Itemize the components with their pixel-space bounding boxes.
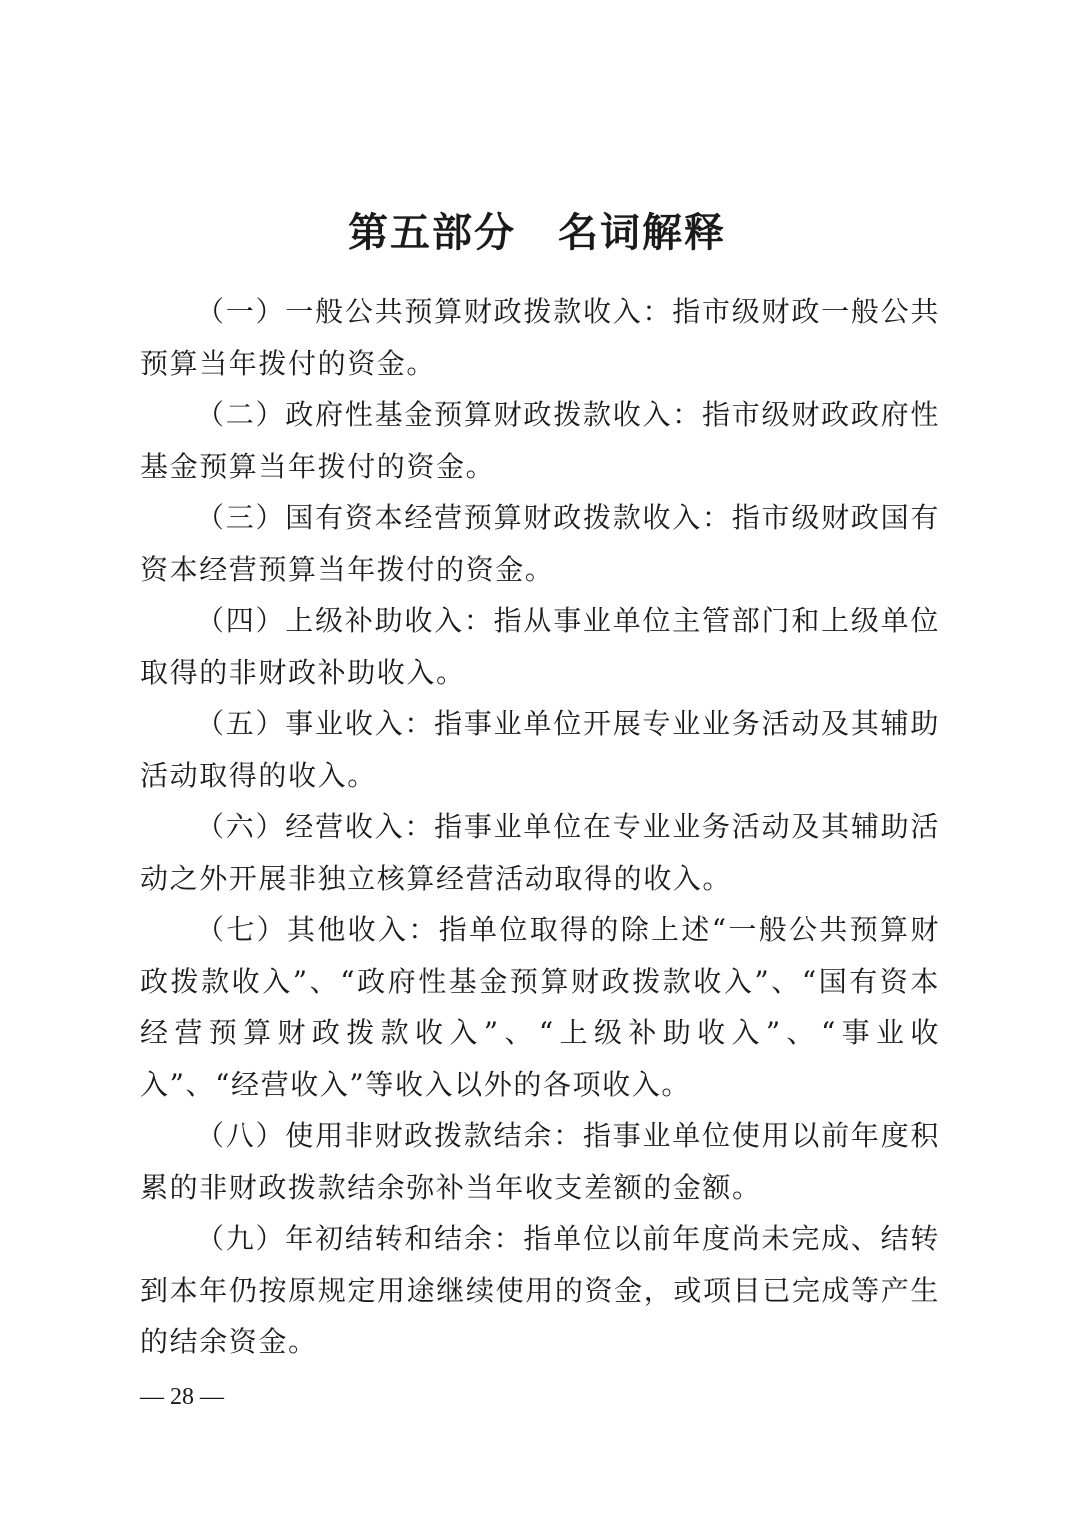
definition-paragraph-9: （九）年初结转和结余：指单位以前年度尚未完成、结转到本年仍按原规定用途继续使用的资金，或项目已完成等产生的结余资金。	[140, 1222, 940, 1358]
definition-paragraph-6: （六）经营收入：指事业单位在专业业务活动及其辅助活动之外开展非独立核算经营活动取得的收入。	[140, 810, 940, 895]
definition-paragraph-1: （一）一般公共预算财政拨款收入：指市级财政一般公共预算当年拨付的资金。	[140, 295, 940, 380]
definitions-list	[140, 286, 940, 1368]
page-number: — 28 —	[140, 1384, 224, 1410]
definition-paragraph-5: （五）事业收入：指事业单位开展专业业务活动及其辅助活动取得的收入。	[140, 707, 940, 792]
definition-paragraph-8: （八）使用非财政拨款结余：指事业单位使用以前年度积累的非财政拨款结余弥补当年收支差额的金额。	[140, 1119, 940, 1204]
definition-paragraph-7: （七）其他收入：指单位取得的除上述“一般公共预算财政拨款收入”、“政府性基金预算财政拨款收入”、“国有资本经营预算财政拨款收入”、“上级补助收入”、“事业收入”、“经营收入”等收入以外的各项收入。	[140, 913, 940, 1101]
page-title: 第五部分 名词解释	[348, 208, 726, 256]
definition-paragraph-4: （四）上级补助收入：指从事业单位主管部门和上级单位取得的非财政补助收入。	[140, 604, 940, 689]
definition-paragraph-3: （三）国有资本经营预算财政拨款收入：指市级财政国有资本经营预算当年拨付的资金。	[140, 501, 940, 586]
definition-paragraph-2: （二）政府性基金预算财政拨款收入：指市级财政政府性基金预算当年拨付的资金。	[140, 398, 940, 483]
